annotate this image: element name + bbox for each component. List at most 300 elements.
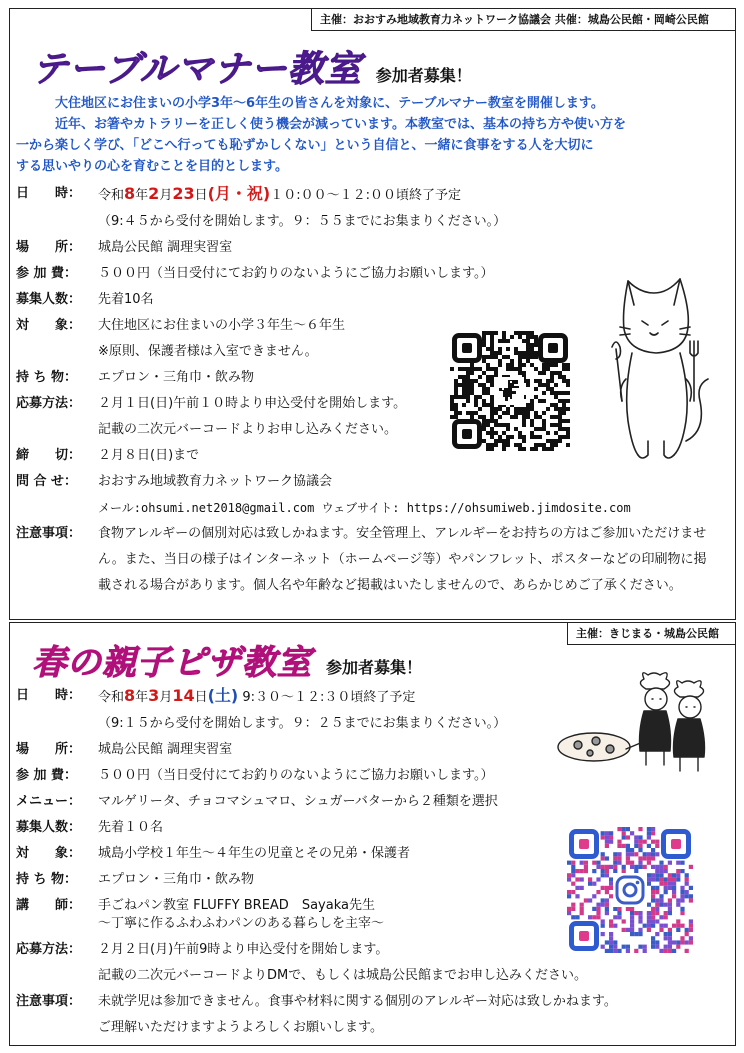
- row-apply-sub: [16, 963, 617, 989]
- qr-module: [562, 379, 566, 383]
- qr-module: [676, 898, 680, 902]
- qr-module: [664, 886, 668, 890]
- qr-module: [554, 395, 558, 399]
- qr-module: [530, 331, 534, 335]
- qr-module: [659, 865, 663, 869]
- qr-module: [580, 861, 584, 865]
- qr-module: [514, 411, 518, 415]
- qr-module: [466, 371, 470, 375]
- qr-module: [638, 861, 642, 865]
- label: 対 象：: [16, 318, 82, 333]
- qr-module: [609, 919, 613, 923]
- qr-module: [655, 903, 659, 907]
- qr-module: [462, 391, 466, 395]
- qr-module: [630, 907, 634, 911]
- qr-module: [494, 371, 498, 375]
- qr-module: [558, 411, 562, 415]
- qr-module: [643, 945, 647, 949]
- qr-module: [630, 928, 634, 932]
- qr-module: [506, 339, 510, 343]
- qr-module: [655, 886, 659, 890]
- qr-module: [486, 331, 490, 335]
- qr-module: [622, 928, 626, 932]
- qr-module: [676, 945, 680, 949]
- qr-module: [605, 856, 609, 860]
- row-teacher-sub: [16, 915, 617, 933]
- qr-module: [655, 898, 659, 902]
- qr-module: [647, 827, 651, 831]
- qr-module: [651, 886, 655, 890]
- qr-module: [550, 387, 554, 391]
- qr-module: [554, 383, 558, 387]
- qr-module: [596, 911, 600, 915]
- qr-module: [562, 403, 566, 407]
- qr-module: [494, 367, 498, 371]
- qr-module: [580, 911, 584, 915]
- qr-module: [638, 915, 642, 919]
- qr-module: [634, 840, 638, 844]
- qr-module: [659, 873, 663, 877]
- qr-module: [617, 856, 621, 860]
- qr-module: [490, 407, 494, 411]
- qr-module: [651, 894, 655, 898]
- qr-module: [538, 383, 542, 387]
- qr-module: [542, 411, 546, 415]
- nen: 年: [135, 188, 149, 203]
- qr-module: [502, 423, 506, 427]
- qr-module: [506, 367, 510, 371]
- label: 応募方法：: [16, 942, 82, 957]
- qr-module: [609, 924, 613, 928]
- qr-module: [668, 945, 672, 949]
- qr-module: [680, 869, 684, 873]
- qr-module: [530, 403, 534, 407]
- qr-module: [638, 919, 642, 923]
- qr-module: [562, 363, 566, 367]
- qr-module: [567, 911, 571, 915]
- qr-module: [651, 924, 655, 928]
- qr-module: [668, 903, 672, 907]
- qr-module: [554, 391, 558, 395]
- qr-module: [571, 915, 575, 919]
- qr-module: [550, 443, 554, 447]
- qr-module: [668, 907, 672, 911]
- qr-module: [575, 869, 579, 873]
- qr-module: [651, 831, 655, 835]
- qr-module: [655, 873, 659, 877]
- qr-module: [482, 419, 486, 423]
- qr-module: [651, 890, 655, 894]
- qr-module: [617, 915, 621, 919]
- row-apply: [16, 937, 617, 963]
- qr-module: [630, 911, 634, 915]
- label: 問 合 せ：: [16, 474, 78, 489]
- qr-module: [592, 869, 596, 873]
- qr-module: [567, 861, 571, 865]
- qr-module: [490, 355, 494, 359]
- qr-module: [478, 395, 482, 399]
- qr-code-icon[interactable]: [450, 331, 570, 451]
- qr-module: [596, 890, 600, 894]
- qr-module: [680, 861, 684, 865]
- qr-module: [571, 861, 575, 865]
- qr-module: [546, 363, 550, 367]
- qr-module: [506, 439, 510, 443]
- qr-module: [664, 915, 668, 919]
- qr-module: [486, 355, 490, 359]
- qr-module: [638, 932, 642, 936]
- qr-module: [672, 873, 676, 877]
- qr-module: [542, 427, 546, 431]
- qr-module: [664, 936, 668, 940]
- qr-module: [490, 367, 494, 371]
- qr-module: [542, 363, 546, 367]
- qr-module: [558, 435, 562, 439]
- qr-module: [567, 890, 571, 894]
- qr-module: [502, 411, 506, 415]
- qr-module: [630, 831, 634, 835]
- qr-module: [526, 415, 530, 419]
- qr-module: [651, 907, 655, 911]
- qr-module: [490, 335, 494, 339]
- qr-module: [571, 865, 575, 869]
- qr-module: [450, 367, 454, 371]
- qr-module: [601, 919, 605, 923]
- place-value: 城島公民館 調理実習室: [98, 742, 233, 757]
- qr-module: [550, 375, 554, 379]
- contact-mail[interactable]: メール:ohsumi.net2018@gmail.com ウェブサイト: https://ohsumiweb.jimdosite.com: [98, 501, 631, 515]
- qr-module: [651, 840, 655, 844]
- qr-module: [605, 890, 609, 894]
- qr-module: [466, 387, 470, 391]
- qr-module: [609, 865, 613, 869]
- qr-module: [680, 894, 684, 898]
- qr-module: [518, 447, 522, 451]
- qr-module: [617, 827, 621, 831]
- qr-module: [558, 419, 562, 423]
- qr-module: [647, 852, 651, 856]
- qr-module: [651, 856, 655, 860]
- qr-module: [601, 886, 605, 890]
- qr-module: [651, 873, 655, 877]
- qr-module: [664, 877, 668, 881]
- qr-module: [566, 363, 570, 367]
- qr-module: [506, 435, 510, 439]
- qr-module: [490, 351, 494, 355]
- deadline-value: ２月８日(日)まで: [98, 448, 200, 463]
- qr-code-icon[interactable]: [567, 827, 693, 953]
- qr-module: [626, 928, 630, 932]
- qr-finder: [538, 333, 568, 363]
- qr-module: [518, 331, 522, 335]
- qr-module: [554, 415, 558, 419]
- qr-module: [470, 363, 474, 367]
- qr-module: [482, 331, 486, 335]
- qr-module: [668, 936, 672, 940]
- qr-module: [580, 877, 584, 881]
- pizza-section: [9, 622, 736, 1046]
- qr-module: [490, 339, 494, 343]
- qr-module: [530, 407, 534, 411]
- qr-module: [605, 831, 609, 835]
- year: 8: [124, 686, 136, 705]
- qr-module: [672, 924, 676, 928]
- qr-module: [672, 886, 676, 890]
- target-value: 大住地区にお住まいの小学３年生〜６年生: [98, 318, 346, 333]
- qr-module: [558, 439, 562, 443]
- gatsu: 月: [159, 690, 173, 705]
- qr-module: [592, 915, 596, 919]
- qr-module: [554, 371, 558, 375]
- qr-module: [647, 882, 651, 886]
- qr-module: [651, 877, 655, 881]
- qr-module: [689, 886, 693, 890]
- qr-module: [638, 848, 642, 852]
- qr-module: [558, 371, 562, 375]
- qr-module: [522, 439, 526, 443]
- qr-module: [617, 840, 621, 844]
- qr-module: [546, 379, 550, 383]
- qr-module: [498, 435, 502, 439]
- qr-module: [685, 882, 689, 886]
- qr-module: [668, 873, 672, 877]
- qr-module: [685, 877, 689, 881]
- label: 対 象：: [16, 846, 82, 861]
- label: 日 時：: [16, 186, 82, 201]
- qr-module: [478, 367, 482, 371]
- qr-module: [588, 898, 592, 902]
- qr-module: [518, 355, 522, 359]
- qr-module: [601, 932, 605, 936]
- qr-module: [605, 835, 609, 839]
- qr-module: [498, 351, 502, 355]
- qr-module: [534, 379, 538, 383]
- qr-module: [526, 359, 530, 363]
- qr-module: [562, 435, 566, 439]
- qr-module: [538, 399, 542, 403]
- row-place: [16, 737, 617, 763]
- qr-module: [622, 945, 626, 949]
- qr-module: [647, 911, 651, 915]
- qr-module: [651, 865, 655, 869]
- label: 場 所：: [16, 742, 82, 757]
- qr-module: [668, 928, 672, 932]
- qr-module: [462, 383, 466, 387]
- qr-module: [526, 335, 530, 339]
- qr-module: [672, 882, 676, 886]
- qr-module: [689, 865, 693, 869]
- qr-module: [664, 865, 668, 869]
- label: 募集人数：: [16, 820, 82, 835]
- qr-module: [676, 940, 680, 944]
- qr-module: [518, 335, 522, 339]
- qr-module: [680, 911, 684, 915]
- qr-module: [554, 363, 558, 367]
- qr-module: [664, 949, 668, 953]
- qr-module: [534, 435, 538, 439]
- qr-module: [605, 911, 609, 915]
- qr-module: [672, 894, 676, 898]
- qr-module: [668, 940, 672, 944]
- qr-module: [534, 387, 538, 391]
- qr-module: [558, 407, 562, 411]
- qr-module: [546, 431, 550, 435]
- row-fee: [16, 763, 617, 789]
- label: 持 ち 物：: [16, 872, 78, 887]
- qr-module: [462, 379, 466, 383]
- qr-module: [542, 447, 546, 451]
- qr-module: [655, 919, 659, 923]
- qr-module: [617, 949, 621, 953]
- qr-module: [482, 359, 486, 363]
- qr-module: [655, 865, 659, 869]
- time: １０:００〜１２:００頃終了予定: [270, 188, 462, 203]
- qr-module: [518, 367, 522, 371]
- qr-module: [474, 379, 478, 383]
- qr-module: [630, 924, 634, 928]
- qr-module: [494, 443, 498, 447]
- qr-module: [622, 919, 626, 923]
- qr-module: [482, 399, 486, 403]
- qr-module: [605, 844, 609, 848]
- qr-module: [498, 423, 502, 427]
- qr-module: [490, 331, 494, 335]
- qr-module: [454, 403, 458, 407]
- qr-module: [486, 423, 490, 427]
- qr-module: [676, 873, 680, 877]
- title-row: [32, 41, 472, 92]
- place-value: 城島公民館 調理実習室: [98, 240, 233, 255]
- qr-module: [518, 411, 522, 415]
- qr-module: [638, 840, 642, 844]
- qr-module: [518, 431, 522, 435]
- qr-module: [685, 873, 689, 877]
- qr-module: [634, 865, 638, 869]
- bring-value: エプロン・三角巾・飲み物: [98, 370, 255, 385]
- qr-module: [530, 355, 534, 359]
- qr-module: [538, 427, 542, 431]
- qr-module: [454, 383, 458, 387]
- qr-module: [470, 371, 474, 375]
- qr-module: [494, 419, 498, 423]
- qr-module: [626, 844, 630, 848]
- qr-module: [647, 856, 651, 860]
- qr-module: [550, 391, 554, 395]
- qr-module: [546, 407, 550, 411]
- qr-module: [514, 443, 518, 447]
- qr-module: [490, 431, 494, 435]
- qr-module: [466, 383, 470, 387]
- qr-module: [470, 387, 474, 391]
- qr-module: [542, 419, 546, 423]
- qr-module: [490, 435, 494, 439]
- qr-module: [609, 840, 613, 844]
- qr-module: [486, 375, 490, 379]
- qr-module: [538, 415, 542, 419]
- qr-module: [680, 890, 684, 894]
- qr-module: [522, 355, 526, 359]
- qr-module: [510, 367, 514, 371]
- qr-module: [486, 403, 490, 407]
- qr-module: [530, 447, 534, 451]
- qr-module: [526, 411, 530, 415]
- qr-module: [638, 945, 642, 949]
- qr-module: [638, 865, 642, 869]
- qr-module: [626, 945, 630, 949]
- qr-module: [647, 928, 651, 932]
- qr-module: [571, 873, 575, 877]
- qr-module: [647, 831, 651, 835]
- qr-module: [490, 443, 494, 447]
- qr-module: [550, 379, 554, 383]
- qr-module: [664, 903, 668, 907]
- row-notes-sub: [16, 1015, 617, 1041]
- qr-module: [534, 427, 538, 431]
- qr-module: [494, 331, 498, 335]
- qr-module: [514, 351, 518, 355]
- qr-module: [542, 443, 546, 447]
- qr-module: [580, 869, 584, 873]
- qr-module: [550, 447, 554, 451]
- qr-module: [542, 383, 546, 387]
- row-contact-mail: [16, 495, 718, 521]
- qr-module: [502, 355, 506, 359]
- qr-module: [466, 399, 470, 403]
- qr-module: [575, 894, 579, 898]
- qr-module: [534, 447, 538, 451]
- qr-module: [558, 399, 562, 403]
- qr-module: [538, 371, 542, 375]
- qr-module: [470, 411, 474, 415]
- row-teacher: [16, 897, 617, 915]
- target-sub: ※原則、保護者様は入室できません。: [98, 344, 318, 359]
- qr-module: [530, 431, 534, 435]
- qr-module: [626, 861, 630, 865]
- qr-module: [634, 844, 638, 848]
- qr-module: [562, 427, 566, 431]
- qr-module: [668, 932, 672, 936]
- qr-module: [596, 915, 600, 919]
- qr-module: [651, 945, 655, 949]
- qr-module: [655, 869, 659, 873]
- qr-module: [554, 407, 558, 411]
- qr-module: [613, 852, 617, 856]
- date-sub: （9:４５から受付を開始します。９：５５までにお集まりください。）: [98, 214, 507, 229]
- qr-module: [474, 411, 478, 415]
- day-of-week: (土): [207, 686, 239, 705]
- qr-module: [522, 331, 526, 335]
- qr-module: [490, 343, 494, 347]
- qr-module: [482, 335, 486, 339]
- qr-module: [664, 945, 668, 949]
- qr-module: [685, 890, 689, 894]
- era: 令和: [98, 690, 125, 705]
- qr-module: [534, 443, 538, 447]
- qr-module: [622, 865, 626, 869]
- qr-module: [494, 439, 498, 443]
- year: 8: [124, 184, 136, 203]
- qr-module: [482, 439, 486, 443]
- qr-module: [546, 447, 550, 451]
- qr-module: [647, 915, 651, 919]
- qr-module: [478, 407, 482, 411]
- nichi: 日: [194, 690, 208, 705]
- qr-module: [643, 856, 647, 860]
- intro-line: 近年、お箸やカトラリーを正しく使う機会が減っています。本教室では、基本の持ち方や使い方を: [55, 117, 626, 132]
- qr-module: [522, 339, 526, 343]
- qr-module: [498, 363, 502, 367]
- qr-module: [659, 861, 663, 865]
